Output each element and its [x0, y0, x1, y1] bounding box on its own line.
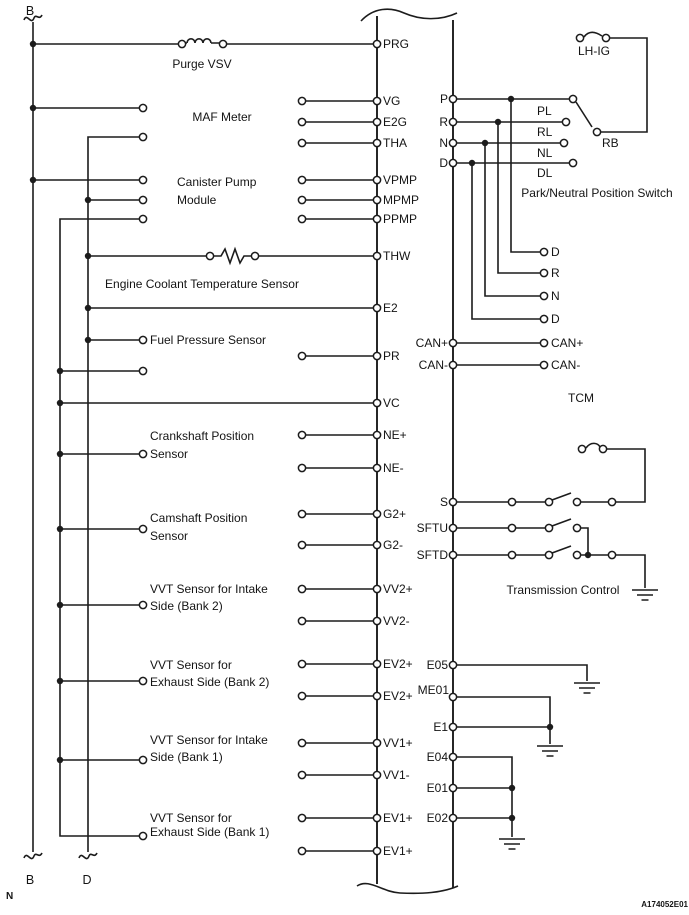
ecm-pin-label: G2-	[383, 538, 404, 552]
ecm-pin-label: SFTU	[416, 521, 448, 535]
terminal	[599, 445, 606, 452]
tcm-pin-label: CAN+	[551, 336, 584, 350]
junction-dot	[85, 337, 91, 343]
terminal	[545, 524, 552, 531]
ground-icon	[632, 590, 658, 600]
terminal	[298, 510, 305, 517]
terminal	[298, 176, 305, 183]
ecm-pin-label: S	[439, 495, 448, 509]
bus-e2-line	[88, 137, 143, 852]
e05-ground-wire	[453, 665, 587, 681]
bus-label-b-top: B	[25, 4, 35, 18]
bus-e2-branch-wires	[88, 200, 377, 340]
terminal	[545, 498, 552, 505]
terminal	[298, 139, 305, 146]
terminal	[449, 498, 456, 505]
coil-icon	[183, 39, 221, 43]
ecm-pin-label: NE-	[383, 461, 404, 475]
ground-icon	[574, 683, 600, 693]
figure-code: A174052E01	[641, 900, 688, 909]
junction-dot	[85, 197, 91, 203]
junction-dot	[508, 96, 514, 102]
terminal	[298, 739, 305, 746]
junction-dot	[57, 602, 63, 608]
ecm-left-pin-labels	[383, 37, 419, 858]
terminal	[373, 215, 380, 222]
terminal	[139, 215, 146, 222]
terminal	[298, 352, 305, 359]
ecm-right-pin-labels	[416, 92, 450, 825]
terminal	[139, 525, 146, 532]
ecm-pin-label: MPMP	[383, 193, 419, 207]
terminal	[373, 771, 380, 778]
vvt-exhaust-bank1-label-line1: VVT Sensor for	[150, 811, 232, 825]
terminal	[139, 832, 146, 839]
terminal	[373, 40, 380, 47]
junction-dot	[585, 552, 591, 558]
ground-icon	[499, 839, 525, 849]
camshaft-sensor-label-line1: Camshaft Position	[150, 511, 248, 525]
terminal	[373, 692, 380, 699]
terminal	[206, 252, 213, 259]
terminal	[373, 431, 380, 438]
canister-pump-module-label-line1: Canister Pump	[177, 175, 257, 189]
terminal	[449, 118, 456, 125]
ground-wiring	[453, 590, 658, 849]
terminal	[573, 524, 580, 531]
junction-dot	[57, 526, 63, 532]
terminal	[540, 339, 547, 346]
resistor-icon	[213, 249, 252, 263]
terminal	[449, 784, 456, 791]
ecm-pin-label: VV1-	[383, 768, 410, 782]
ecm-pin-label: E01	[426, 781, 448, 795]
ecm-pin-label: EV2+	[383, 689, 413, 703]
ecm-pin-label: E2	[383, 301, 398, 315]
terminal	[449, 339, 456, 346]
terminal	[373, 617, 380, 624]
transmission-control-label: Transmission Control	[506, 583, 620, 597]
tcm-pin-label: R	[551, 266, 560, 280]
vvt-exhaust-bank2-component	[143, 650, 302, 716]
tcm-pin-label: N	[551, 289, 560, 303]
ecm-pin-label: G2+	[383, 507, 407, 521]
terminal	[569, 159, 576, 166]
ecm-pin-label: VV2+	[383, 582, 413, 596]
terminal	[449, 693, 456, 700]
fuel-pressure-sensor-label: Fuel Pressure Sensor	[150, 333, 267, 347]
terminal	[373, 739, 380, 746]
terminal	[298, 585, 305, 592]
terminal	[298, 431, 305, 438]
feed-fuse-icon	[586, 443, 600, 448]
junction-dot	[509, 815, 515, 821]
vvt-intake-bank2-component	[143, 573, 302, 637]
terminal	[298, 97, 305, 104]
terminal	[608, 551, 615, 558]
terminal	[540, 248, 547, 255]
e04-e01-e02-ground-wires	[453, 757, 512, 837]
ecm-pin-label: THA	[383, 136, 407, 150]
ecm-pin-label: ME01	[417, 683, 449, 697]
terminal	[569, 95, 576, 102]
vvt-intake-bank1-label-line2: Side (Bank 1)	[150, 750, 223, 764]
vvt-intake-bank2-label-line2: Side (Bank 2)	[150, 599, 223, 613]
junction-dot	[30, 177, 36, 183]
bus-d-break-bottom-icon	[79, 853, 97, 859]
terminal	[449, 139, 456, 146]
ecm-pin-label: CAN-	[418, 358, 448, 372]
terminal	[602, 34, 609, 41]
corner-note: N	[6, 891, 14, 902]
terminal	[373, 814, 380, 821]
tcm-label: TCM	[568, 391, 594, 405]
terminal	[449, 361, 456, 368]
terminal	[573, 498, 580, 505]
junction-dot	[57, 757, 63, 763]
tcm-module	[453, 99, 619, 405]
terminal	[593, 128, 600, 135]
terminal	[251, 252, 258, 259]
ecm-connector-band	[357, 9, 458, 893]
bus-b-branch-wires	[33, 44, 182, 180]
terminal	[373, 252, 380, 259]
tcm-drop-wires	[472, 99, 544, 319]
terminal	[449, 814, 456, 821]
terminal	[373, 118, 380, 125]
vvt-exhaust-bank2-label-line1: VVT Sensor for	[150, 658, 232, 672]
transmission-control-box	[512, 479, 612, 579]
terminal	[298, 847, 305, 854]
terminal	[298, 215, 305, 222]
ecm-pin-label: VV2-	[383, 614, 410, 628]
purge-vsv-label: Purge VSV	[172, 57, 232, 71]
terminal	[139, 677, 146, 684]
bus-b-break-bottom-icon	[24, 853, 42, 859]
terminal	[540, 361, 547, 368]
terminal	[373, 304, 380, 311]
junction-dot	[482, 140, 488, 146]
vvt-exhaust-bank1-component	[143, 802, 302, 868]
terminal	[562, 118, 569, 125]
terminal	[449, 551, 456, 558]
junction-dot	[469, 160, 475, 166]
terminal	[373, 399, 380, 406]
ect-sensor-label: Engine Coolant Temperature Sensor	[105, 277, 299, 291]
terminal	[373, 139, 380, 146]
terminal	[139, 104, 146, 111]
crankshaft-sensor-label-line2: Sensor	[150, 447, 189, 461]
terminal	[540, 269, 547, 276]
junction-dot	[495, 119, 501, 125]
terminal	[573, 551, 580, 558]
ecm-pin-label: R	[439, 115, 448, 129]
terminal	[139, 176, 146, 183]
junction-dot	[57, 368, 63, 374]
canister-pump-module-component	[143, 165, 302, 232]
ecm-band-top-wave	[361, 9, 457, 21]
lhig-fuse-icon	[584, 32, 602, 37]
terminal	[373, 196, 380, 203]
ecm-pin-label: VV1+	[383, 736, 413, 750]
terminal	[298, 692, 305, 699]
ecm-pin-label: THW	[383, 249, 411, 263]
terminal	[219, 40, 226, 47]
ecm-pin-label: EV1+	[383, 844, 413, 858]
terminal	[449, 159, 456, 166]
terminal	[508, 498, 515, 505]
maf-meter-label: MAF Meter	[192, 110, 252, 124]
terminal	[508, 551, 515, 558]
pnp-common-label: RB	[602, 136, 619, 150]
terminal	[449, 723, 456, 730]
ecm-pin-label: CAN+	[415, 336, 448, 350]
ecm-pin-label: N	[439, 136, 448, 150]
terminal	[298, 464, 305, 471]
terminal	[449, 95, 456, 102]
junction-dot	[509, 785, 515, 791]
terminal	[298, 814, 305, 821]
terminal	[298, 196, 305, 203]
camshaft-position-sensor-component	[143, 497, 302, 560]
terminal	[540, 292, 547, 299]
terminal	[449, 661, 456, 668]
ecm-pin-label: EV1+	[383, 811, 413, 825]
can-bus-wires	[453, 343, 544, 365]
me01-e1-ground-wires	[453, 697, 550, 744]
pnp-switch-label: Park/Neutral Position Switch	[521, 186, 673, 200]
terminal	[373, 585, 380, 592]
pnp-contact-label: DL	[537, 166, 553, 180]
terminal	[608, 498, 615, 505]
junction-dot	[57, 400, 63, 406]
terminal	[298, 617, 305, 624]
ecm-pin-label: PR	[383, 349, 400, 363]
transmission-control-switches	[453, 443, 645, 597]
tcm-pin-label: CAN-	[551, 358, 581, 372]
selector-lever-icon	[576, 102, 592, 127]
terminal	[298, 660, 305, 667]
terminal	[373, 847, 380, 854]
terminal	[373, 541, 380, 548]
ecm-pin-label: VC	[383, 396, 400, 410]
terminal	[139, 450, 146, 457]
terminal	[139, 336, 146, 343]
bus-label-b-bottom: B	[25, 873, 35, 887]
terminal	[139, 601, 146, 608]
terminal	[373, 510, 380, 517]
terminal	[578, 445, 585, 452]
ecm-pin-label: D	[439, 156, 448, 170]
park-neutral-position-switch	[453, 32, 673, 200]
terminal	[545, 551, 552, 558]
purge-vsv-component	[172, 26, 231, 71]
crankshaft-sensor-label-line1: Crankshaft Position	[150, 429, 255, 443]
vvt-intake-bank2-label-line1: VVT Sensor for Intake	[150, 582, 268, 596]
crankshaft-position-sensor-component	[143, 421, 302, 483]
terminal	[298, 541, 305, 548]
terminal	[373, 97, 380, 104]
pnp-contact-label: NL	[537, 146, 553, 160]
ecm-pin-label: PPMP	[383, 212, 418, 226]
ecm-pin-label: PRG	[383, 37, 410, 51]
terminal	[139, 756, 146, 763]
bus-vc-line	[60, 219, 143, 836]
fuel-pressure-sensor-component	[143, 323, 302, 389]
junction-dot	[547, 724, 553, 730]
camshaft-sensor-label-line2: Sensor	[150, 529, 189, 543]
terminal	[139, 133, 146, 140]
junction-dot	[30, 41, 36, 47]
terminal	[139, 367, 146, 374]
terminal	[139, 196, 146, 203]
terminal	[298, 118, 305, 125]
ecm-pin-label: E02	[426, 811, 448, 825]
junction-dots	[30, 41, 591, 821]
ecm-pin-label: E05	[426, 658, 448, 672]
junction-dot	[85, 253, 91, 259]
engine-coolant-temp-sensor-component	[105, 243, 299, 291]
shift-up-wire	[453, 519, 588, 555]
tcm-pin-label: D	[551, 245, 560, 259]
junction-dot	[57, 678, 63, 684]
terminal	[178, 40, 185, 47]
terminal	[540, 315, 547, 322]
tcm-pin-label: D	[551, 312, 560, 326]
ecm-pin-label: SFTD	[416, 548, 448, 562]
junction-dot	[57, 451, 63, 457]
vvt-exhaust-bank1-label-line2: Exhaust Side (Bank 1)	[150, 825, 270, 839]
terminal	[449, 524, 456, 531]
terminal	[560, 139, 567, 146]
ecm-pin-label: E2G	[383, 115, 408, 129]
component-to-ecm-wires	[223, 44, 377, 851]
terminal	[373, 660, 380, 667]
terminal	[508, 524, 515, 531]
pnp-contact-label: PL	[537, 104, 552, 118]
ecm-pin-label: E04	[426, 750, 448, 764]
ecm-pin-label: VG	[383, 94, 401, 108]
vvt-exhaust-bank2-label-line2: Exhaust Side (Bank 2)	[150, 675, 270, 689]
ecm-pin-label: NE+	[383, 428, 407, 442]
maf-meter-component	[143, 89, 302, 155]
ecm-pin-label: E1	[433, 720, 448, 734]
junction-dot	[30, 105, 36, 111]
ecm-pin-label: EV2+	[383, 657, 413, 671]
vvt-intake-bank1-label-line1: VVT Sensor for Intake	[150, 733, 268, 747]
terminal	[373, 176, 380, 183]
lhig-label: LH-IG	[577, 44, 611, 58]
junction-dot	[85, 305, 91, 311]
vvt-intake-bank1-component	[143, 725, 302, 790]
terminal	[449, 753, 456, 760]
terminal	[298, 771, 305, 778]
canister-pump-module-label-line2: Module	[177, 193, 217, 207]
bus-label-d-bottom: D	[82, 873, 92, 887]
ground-icon	[537, 746, 563, 756]
terminal	[576, 34, 583, 41]
pnp-contact-label: RL	[537, 125, 553, 139]
ecm-pin-label: P	[439, 92, 448, 106]
ecm-pin-label: VPMP	[383, 173, 418, 187]
shift-s-wire	[453, 449, 645, 502]
terminal	[373, 352, 380, 359]
terminal	[373, 464, 380, 471]
ecm-band-bottom-wave	[357, 884, 458, 894]
